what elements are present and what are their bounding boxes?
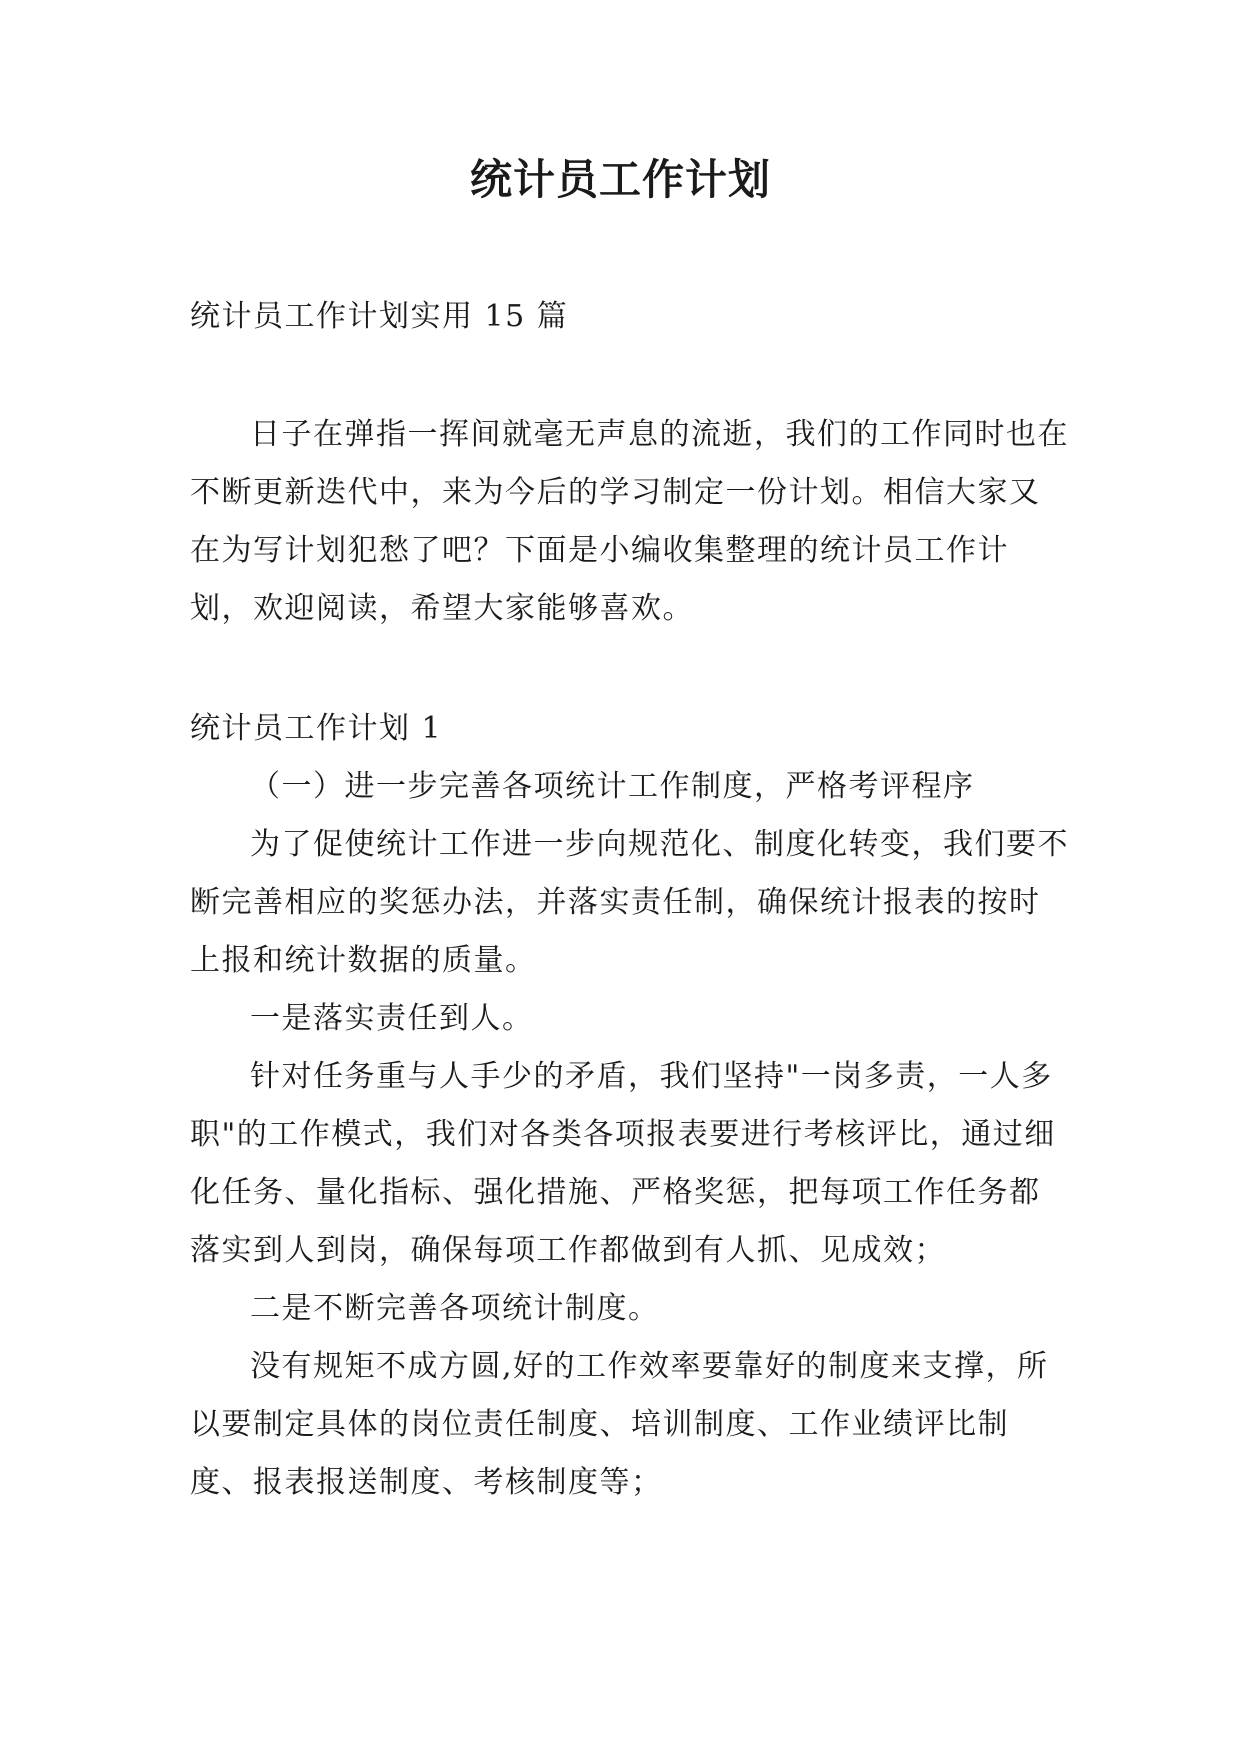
paragraph: 为了促使统计工作进一步向规范化、制度化转变，我们要不断完善相应的奖惩办法，并落实责任制，确保统计报表的按时上报和统计数据的质量。 (190, 827, 1069, 978)
paragraph: 针对任务重与人手少的矛盾，我们坚持"一岗多责，一人多职"的工作模式，我们对各类各项报表要进行考核评比，通过细化任务、量化指标、强化措施、严格奖惩，把每项工作任务都落实到人到岗，确保每项工作都做到有人抓、见成效； (190, 1059, 1056, 1268)
section-heading: 统计员工作计划 1 (190, 711, 443, 746)
paragraph-point-heading: 一是落实责任到人。 (250, 1001, 534, 1036)
document-title: 统计员工作计划 (469, 155, 771, 204)
paragraph-subheading: （一）进一步完善各项统计工作制度，严格考评程序 (250, 769, 975, 804)
paragraph: 没有规矩不成方圆,好的工作效率要靠好的制度来支撑，所以要制定具体的岗位责任制度、培训制度、工作业绩评比制度、报表报送制度、考核制度等； (190, 1349, 1049, 1500)
document-subtitle: 统计员工作计划实用 15 篇 (190, 299, 569, 334)
paragraph-point-heading: 二是不断完善各项统计制度。 (250, 1291, 660, 1326)
section-1 (190, 700, 1070, 1512)
intro-paragraph: 日子在弹指一挥间就毫无声息的流逝，我们的工作同时也在不断更新迭代中，来为今后的学习制定一份计划。相信大家又在为写计划犯愁了吧？下面是小编收集整理的统计员工作计划，欢迎阅读，希望大家能够喜欢。 (190, 417, 1069, 626)
